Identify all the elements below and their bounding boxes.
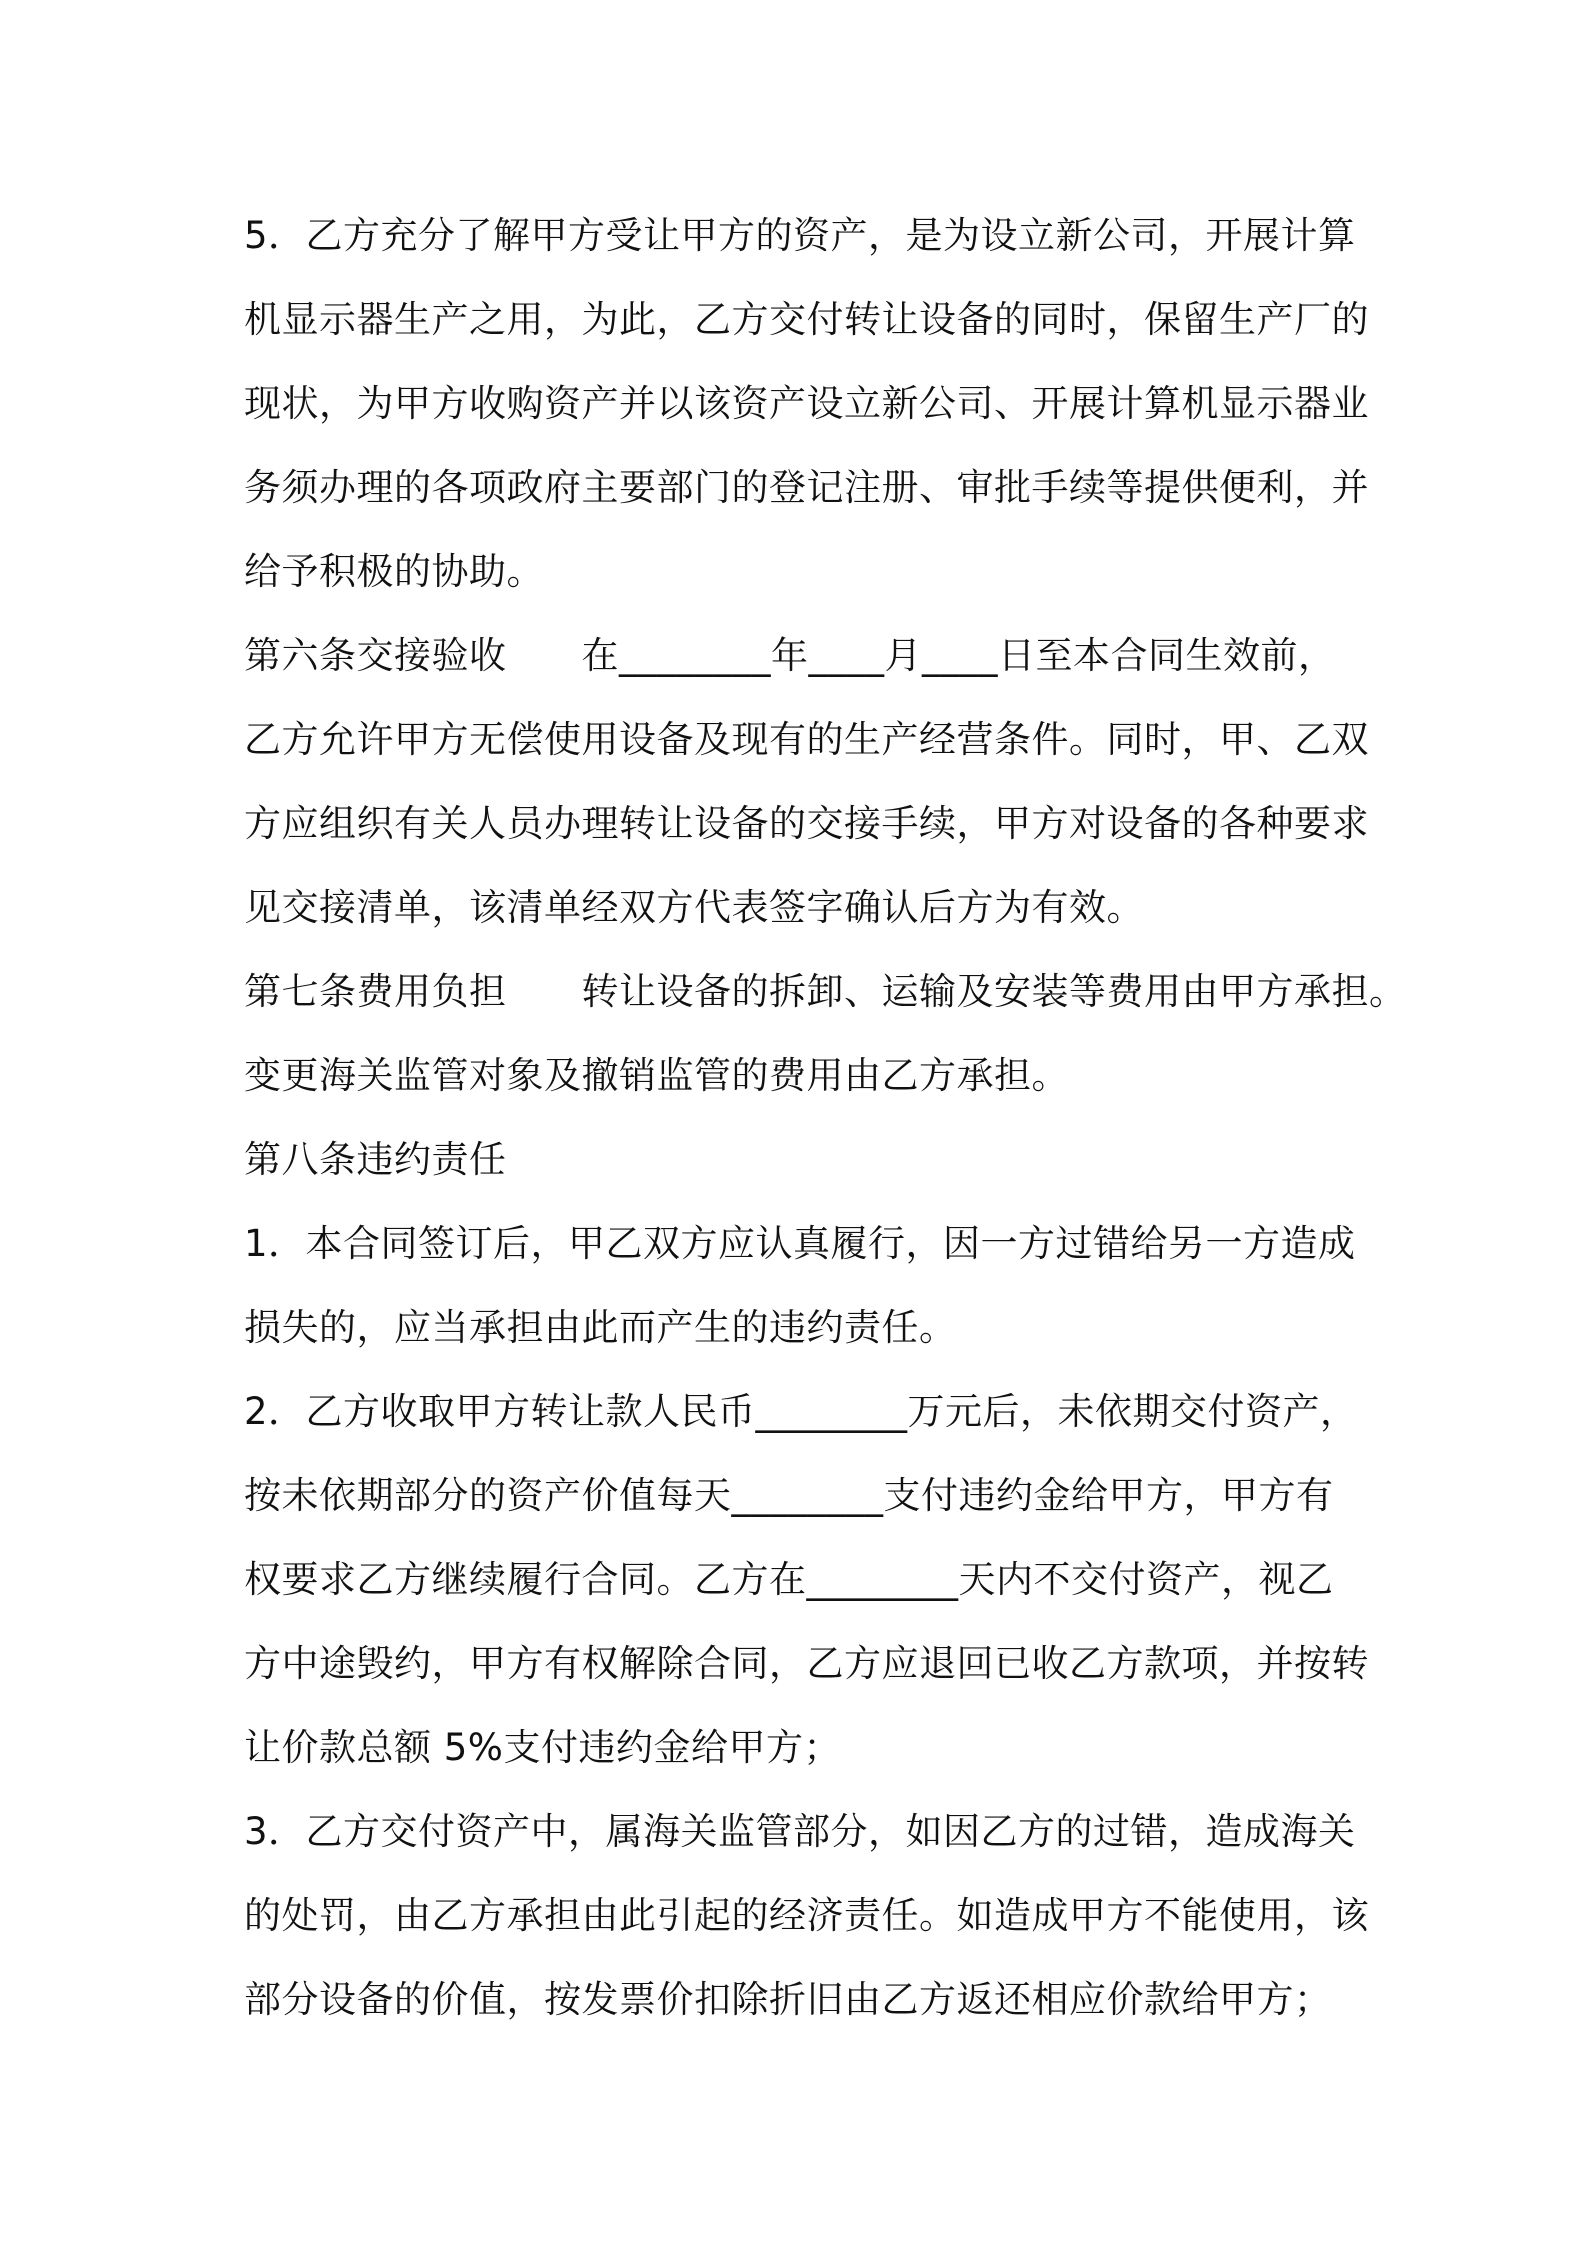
text-line: 损失的，应当承担由此而产生的违约责任。 [244,1306,957,1349]
text-line: 部分设备的价值，按发票价扣除折旧由乙方返还相应价款给甲方； [244,1978,1332,2021]
section-heading: 第八条违约责任 [244,1138,507,1181]
text-line: 按未依期部分的资产价值每天________支付违约金给甲方，甲方有 [244,1474,1334,1517]
text-line: 的处罚，由乙方承担由此引起的经济责任。如造成甲方不能使用，该 [244,1894,1369,1937]
text-line: 乙方允许甲方无偿使用设备及现有的生产经营条件。同时，甲、乙双 [244,718,1369,761]
section-heading-line: 第七条费用负担 转让设备的拆卸、运输及安装等费用由甲方承担。 [244,970,1407,1013]
text-line: 5．乙方充分了解甲方受让甲方的资产，是为设立新公司，开展计算 [244,214,1356,257]
text-line: 变更海关监管对象及撤销监管的费用由乙方承担。 [244,1054,1069,1097]
text-line: 权要求乙方继续履行合同。乙方在________天内不交付资产，视乙 [244,1558,1334,1601]
text-line: 务须办理的各项政府主要部门的登记注册、审批手续等提供便利，并 [244,466,1369,509]
section-heading-line: 第六条交接验收 在________年____月____日至本合同生效前， [244,634,1336,677]
text-line: 机显示器生产之用，为此，乙方交付转让设备的同时，保留生产厂的 [244,298,1369,341]
text-line: 给予积极的协助。 [244,550,544,593]
text-line: 方中途毁约，甲方有权解除合同，乙方应退回已收乙方款项，并按转 [244,1642,1369,1685]
text-line: 3．乙方交付资产中，属海关监管部分，如因乙方的过错，造成海关 [244,1810,1356,1853]
text-line: 现状，为甲方收购资产并以该资产设立新公司、开展计算机显示器业 [244,382,1369,425]
text-line: 让价款总额 5%支付违约金给甲方； [244,1726,841,1769]
text-line: 见交接清单，该清单经双方代表签字确认后方为有效。 [244,886,1144,929]
text-line: 方应组织有关人员办理转让设备的交接手续，甲方对设备的各种要求 [244,802,1369,845]
text-line: 1．本合同签订后，甲乙双方应认真履行，因一方过错给另一方造成 [244,1222,1356,1265]
contract-text [244,194,1407,2042]
text-line: 2．乙方收取甲方转让款人民币________万元后，未依期交付资产， [244,1390,1358,1433]
